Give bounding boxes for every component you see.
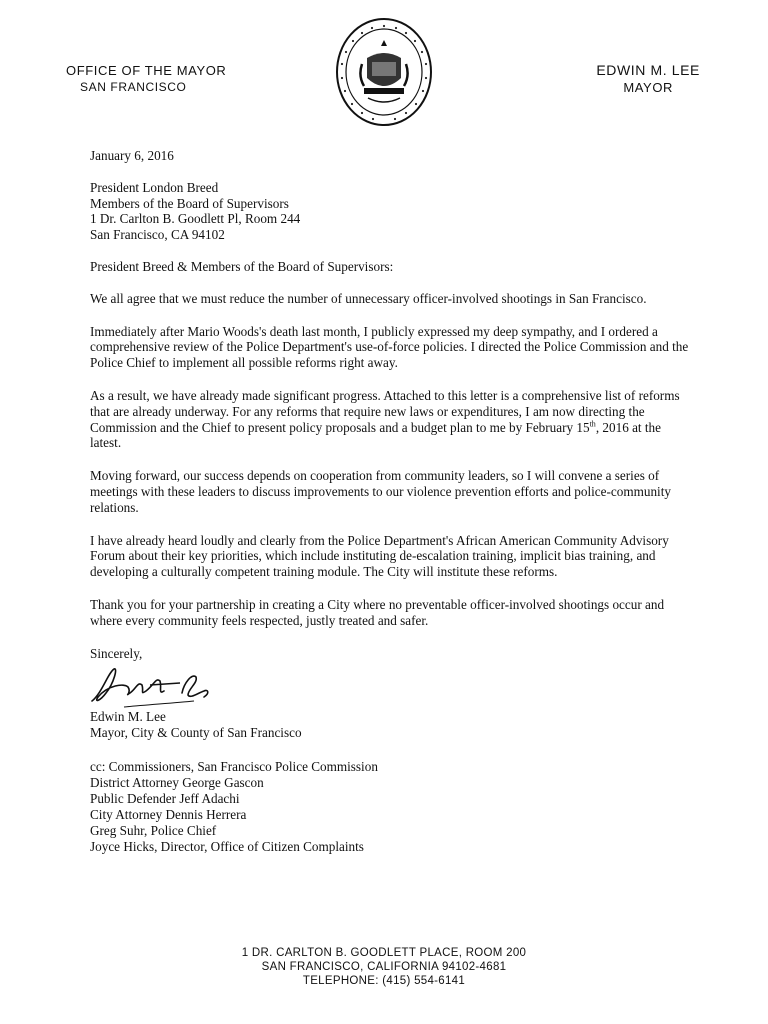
footer-address (0, 946, 768, 988)
recipient-line: Members of the Board of Supervisors (90, 195, 289, 211)
office-city: SAN FRANCISCO (80, 80, 187, 94)
signature-block (90, 709, 690, 741)
cc-list (90, 759, 690, 855)
cc-item: City Attorney Dennis Herrera (90, 806, 247, 822)
handwritten-signature (84, 663, 214, 709)
paragraph-1: We all agree that we must reduce the number of unnecessary officer-involved shootings in San Francisco. (90, 290, 647, 306)
cc-item: Public Defender Jeff Adachi (90, 790, 240, 806)
cc-item: District Attorney George Gascon (90, 774, 264, 790)
paragraph-3-main: As a result, we have already made significant progress. Attached to this letter is a comprehensive list of reforms that are already underway. For any reforms that require new laws or expenditures, I am now directing the Commission and the Chief to present policy proposals and a budget plan to me by February 15 (90, 387, 680, 435)
paragraph-3 (90, 388, 690, 451)
ordinal-suffix: th (589, 419, 596, 429)
recipient-address (90, 180, 690, 243)
paragraph-2: Immediately after Mario Woods's death last month, I publicly expressed my deep sympathy, and I ordered a comprehensive review of the Police Department's use-of-force policies. I directed the Police Commission and the Police Chief to implement all possible reforms right away. (90, 323, 689, 371)
salutation: President Breed & Members of the Board of Supervisors: (90, 258, 394, 274)
letter-date: January 6, 2016 (90, 148, 174, 163)
city-seal-icon (334, 16, 434, 128)
paragraph-4: Moving forward, our success depends on cooperation from community leaders, so I will convene a series of meetings with these leaders to discuss improvements to our violence prevention efforts and police-community relations. (90, 468, 671, 515)
letter-body (90, 148, 690, 855)
signer-title: Mayor, City & County of San Francisco (90, 725, 302, 741)
footer-city: SAN FRANCISCO, CALIFORNIA 94102-4681 (261, 961, 507, 973)
cc-item: Joyce Hicks, Director, Office of Citizen Complaints (90, 838, 364, 854)
paragraph-6: Thank you for your partnership in creating a City where no preventable officer-involved shootings occur and where every community feels respected, justly treated and safer. (90, 596, 665, 628)
mayor-title: MAYOR (623, 80, 674, 95)
cc-item: cc: Commissioners, San Francisco Police Commission (90, 758, 378, 774)
recipient-line: San Francisco, CA 94102 (90, 227, 225, 243)
letterhead-mayor (596, 62, 700, 96)
paragraph-3-end: , 2016 at the latest. (90, 419, 662, 451)
mayor-name: EDWIN M. LEE (596, 62, 700, 78)
paragraph-5: I have already heard loudly and clearly from the Police Department's African American Community Advisory Forum about their key priorities, which include instituting de-escalation training, implicit bias training, and developing a culturally competent training module. The City will institute these reforms. (90, 532, 669, 580)
closing: Sincerely, (90, 645, 143, 661)
cc-item: Greg Suhr, Police Chief (90, 822, 217, 838)
recipient-line: President London Breed (90, 179, 219, 195)
signer-name: Edwin M. Lee (90, 709, 166, 725)
office-title: OFFICE OF THE MAYOR (66, 63, 227, 78)
footer-street: 1 DR. CARLTON B. GOODLETT PLACE, ROOM 200 (241, 947, 527, 959)
letterhead-office (66, 62, 226, 96)
recipient-line: 1 Dr. Carlton B. Goodlett Pl, Room 244 (90, 211, 301, 227)
footer-phone: TELEPHONE: (415) 554-6141 (302, 975, 466, 987)
